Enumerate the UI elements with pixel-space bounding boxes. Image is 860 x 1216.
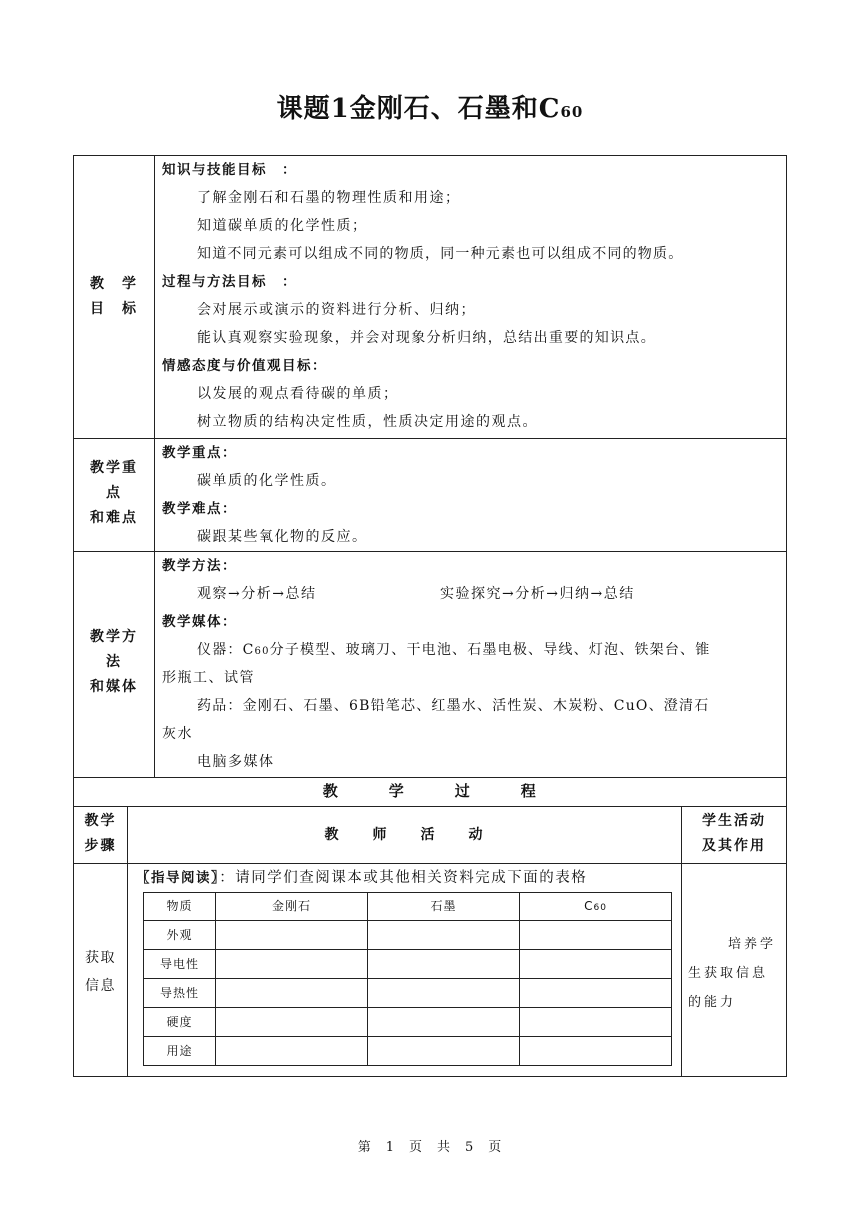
table-header-substance: 物质 — [166, 899, 193, 913]
col-student-header: 学生活动 及其作用 — [702, 813, 766, 854]
goals-process-2: 能认真观察实验现象，并会对现象分析归纳，总结出重要的知识点。 — [197, 330, 656, 346]
media-computer: 电脑多媒体 — [197, 754, 275, 770]
table-header-diamond: 金刚石 — [271, 899, 311, 913]
inner-row-divider — [143, 949, 672, 950]
table-row-thermal: 导热性 — [159, 986, 199, 1000]
table-row-conductivity: 导电性 — [159, 957, 199, 971]
goals-emotion-2: 树立物质的结构决定性质，性质决定用途的观点。 — [197, 414, 538, 430]
goals-knowledge-1: 了解金刚石和石墨的物理性质和用途； — [197, 190, 461, 206]
student-activity-text: 培养学 生获取信息 的能力 — [688, 937, 776, 1010]
guided-reading-tag: 〖指导阅读〗 — [136, 870, 220, 886]
method-heading: 教学方法： — [162, 558, 237, 574]
guided-reading-instruction: 〖指导阅读〗：请同学们查阅课本或其他相关资料完成下面的表格 — [136, 870, 588, 886]
row-divider — [73, 551, 787, 552]
process-banner: 教 学 过 程 — [322, 782, 538, 800]
key-difficulty-heading: 教学难点： — [162, 501, 237, 517]
c60-subscript: 60 — [593, 903, 607, 913]
goals-label: 教 学 目 标 — [90, 276, 138, 317]
table-header-c60: C60 — [584, 899, 607, 913]
table-row-uses: 用途 — [166, 1044, 193, 1058]
goals-emotion-heading: 情感态度与价值观目标： — [162, 358, 327, 374]
table-header-graphite: 石墨 — [430, 899, 457, 913]
page-footer: 第 1 页 共 5 页 — [357, 1140, 503, 1155]
row-divider — [73, 863, 787, 864]
table-row-hardness: 硬度 — [166, 1015, 193, 1029]
instruments-line-1: 仪器：C60分子模型、玻璃刀、干电池、石墨电极、导线、灯泡、铁架台、锥 — [197, 642, 711, 658]
c60-subscript: 60 — [254, 646, 270, 657]
key-focus-heading: 教学重点： — [162, 445, 237, 461]
table-row-appearance: 外观 — [166, 928, 193, 942]
row-divider — [73, 777, 787, 778]
goals-process-heading: 过程与方法目标 ： — [162, 274, 297, 290]
inner-row-divider — [143, 1007, 672, 1008]
inner-row-divider — [143, 978, 672, 979]
step-get-info-label: 获取 信息 — [85, 950, 116, 994]
reagents-line-2: 灰水 — [162, 726, 193, 742]
key-difficulty-text: 碳跟某些氧化物的反应。 — [197, 529, 368, 545]
method-1: 观察→分析→总结 — [197, 586, 317, 602]
key-label: 教学重 点 和难点 — [90, 460, 138, 526]
goals-process-1: 会对展示或演示的资料进行分析、归纳； — [197, 302, 476, 318]
page-title: 课题1金刚石、石墨和C60 — [276, 94, 584, 124]
row-divider — [73, 806, 787, 807]
method-2: 实验探究→分析→归纳→总结 — [440, 586, 635, 602]
method-label: 教学方 法 和媒体 — [90, 629, 138, 695]
row-divider — [73, 438, 787, 439]
goals-emotion-1: 以发展的观点看待碳的单质； — [197, 386, 399, 402]
col-teacher-header: 教 师 活 动 — [324, 827, 485, 843]
col-step-header: 教学 步骤 — [84, 813, 117, 854]
key-focus-text: 碳单质的化学性质。 — [197, 473, 337, 489]
reagents-line-1: 药品：金刚石、石墨、6B铅笔芯、红墨水、活性炭、木炭粉、CuO、澄清石 — [197, 698, 710, 714]
col-divider — [154, 155, 155, 777]
media-heading: 教学媒体： — [162, 614, 237, 630]
title-subscript: 60 — [560, 103, 584, 121]
goals-knowledge-heading: 知识与技能目标 ： — [162, 162, 297, 178]
goals-knowledge-2: 知道碳单质的化学性质； — [197, 218, 368, 234]
goals-knowledge-3: 知道不同元素可以组成不同的物质，同一种元素也可以组成不同的物质。 — [197, 246, 684, 262]
inner-row-divider — [143, 1036, 672, 1037]
instruments-line-2: 形瓶工、试管 — [162, 670, 255, 686]
